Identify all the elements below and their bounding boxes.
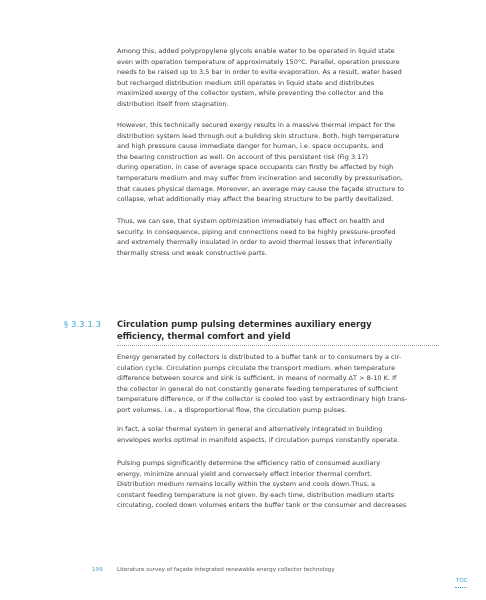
text-line: and high pressure cause immediate danger for human, i.e. space occupants, and — [117, 142, 384, 151]
text-line: In fact, a solar thermal system in general and alternatively integrated in building — [117, 425, 383, 433]
paragraph-glycol-pressure — [117, 46, 439, 110]
section-title-line: efficiency, thermal comfort and yield — [117, 331, 291, 341]
text-line: temperature medium and may suffer from incineration and secondly by pressurisation, — [117, 173, 403, 182]
toc-link[interactable]: TOC — [456, 578, 468, 584]
text-line: the bearing construction as well. On account of this persistent risk (Fig 3.17) — [117, 152, 369, 161]
text-line: port volumes, i.e., a disproportional flow, the circulation pump pulses. — [117, 405, 347, 414]
text-line: but recharged distribution medium still operates in liquid state and distributes — [117, 78, 375, 87]
text-line: Among this, added polypropylene glycols enable water to be operated in liquid state — [117, 47, 395, 55]
text-line: circulating, cooled down volumes enters the buffer tank or the consumer and decreases — [117, 501, 407, 510]
paragraph-thermal-impact — [117, 120, 439, 205]
text-line: distribution itself from stagnation. — [117, 99, 229, 108]
section-title-line: Circulation pump pulsing determines auxiliary energy — [117, 319, 372, 329]
text-line: thermally stress und weak constructive parts. — [117, 248, 268, 257]
text-line: culation cycle. Circulation pumps circulate the transport medium, when temperature — [117, 363, 396, 372]
text-line: security. In consequence, piping and connections need to be highly pressure-proofed — [117, 227, 396, 236]
text-line: maximized exergy of the collector system, while preventing the collector and the — [117, 89, 384, 98]
section-divider — [117, 345, 439, 346]
text-line: that causes physical damage. Moreover, an average may cause the façade structure to — [117, 184, 405, 193]
text-line: the collector in general do not constantly generate feeding temperatures of sufficient — [117, 384, 398, 393]
text-line: even with operation temperature of approximately 150°C. Parallel, operation pressure — [117, 57, 400, 66]
text-line: Pulsing pumps significantly determine the efficiency ratio of consumed auxiliary — [117, 459, 381, 467]
text-line: distribution system lead through out a building skin structure. Both, high temperature — [117, 131, 400, 140]
section-number: § 3.3.1.3 — [64, 319, 102, 329]
text-line: Energy generated by collectors is distributed to a buffer tank or to consumers by a cir- — [117, 353, 402, 361]
paragraph-pulsing-pumps — [117, 458, 439, 511]
text-line: difference between source and sink is sufficient, in means of normally ΔT > 8-10 K. If — [117, 374, 397, 383]
text-line: Thus, we can see, that system optimization immediately has effect on health and — [117, 217, 385, 225]
text-line: constant feeding temperature is not given. By each time, distribution medium starts — [117, 490, 395, 499]
text-line: Distribution medium remains locally within the system and cools down.Thus, a — [117, 480, 376, 489]
paragraph-optimal-operation — [117, 424, 439, 445]
section-title — [117, 318, 437, 342]
text-line: However, this technically secured exergy results in a massive thermal impact for the — [117, 121, 396, 129]
page-number: 199 — [92, 567, 103, 573]
toc-underline — [455, 587, 467, 588]
text-line: envelopes works optimal in manifold aspects, if circulation pumps constantly operate. — [117, 435, 400, 444]
text-line: energy, minimize annual yield and conversely effect interior thermal comfort. — [117, 469, 372, 478]
running-title: Literature survey of façade integrated renewable energy collector technology — [117, 567, 335, 573]
text-line: temperature difference, or if the collector is cooled too vast by extraordinary high trans- — [117, 395, 407, 404]
text-line: collapse, what additionally may affect the bearing structure to be partly devitalized. — [117, 195, 394, 204]
paragraph-energy-distribution — [117, 352, 439, 416]
text-line: needs to be raised up to 3,5 bar in order to evite evaporation. As a result, water based — [117, 68, 402, 77]
paragraph-system-optimization — [117, 216, 439, 258]
text-line: during operation, in case of average space occupants can firstly be affected by high — [117, 163, 394, 172]
text-line: and extremely thermally insulated in order to avoid thermal losses that inferentially — [117, 238, 393, 247]
